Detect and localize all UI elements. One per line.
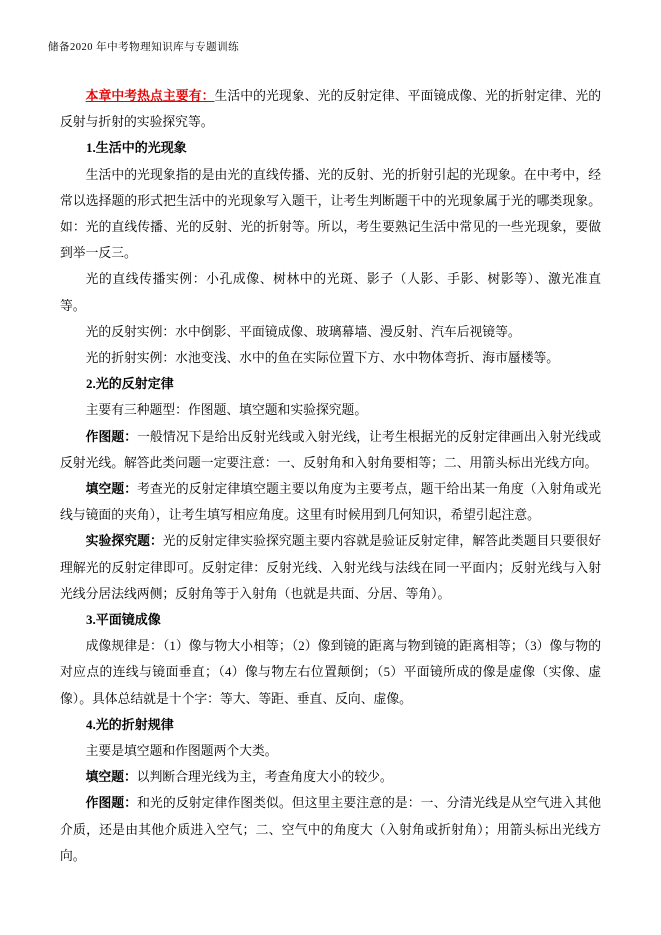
section4-fill-blank-question-text: 以判断合理光线为主，考查角度大小的较少。 (136, 770, 393, 785)
section3-heading: 3.平面镜成像 (86, 612, 161, 628)
section2-fill-blank-question (60, 476, 601, 528)
section1-example-reflection: 光的反射实例：水中倒影、平面镜成像、玻璃幕墙、漫反射、汽车后视镜等。 (85, 324, 521, 339)
section2-intro: 主要有三种题型：作图题、填空题和实验探究题。 (85, 403, 368, 418)
section2-drawing-question (60, 424, 601, 476)
section1-heading: 1.生活中的光现象 (86, 140, 187, 156)
section2-experiment-question-label: 实验探究题： (85, 534, 163, 549)
section2-fill-blank-question-label: 填空题： (85, 482, 138, 497)
section2-experiment-question (60, 528, 601, 607)
section2-drawing-question-text: 一般情况下是给出反射光线或入射光线，让考生根据光的反射定律画出入射光线或反射光线。解答此类问题一定要注意：一、反射角和入射角要相等；二、用箭头标出光线方向。 (60, 429, 602, 470)
section1-example-refraction: 光的折射实例：水池变浅、水中的鱼在实际位置下方、水中物体弯折、海市蜃楼等。 (85, 351, 560, 366)
section4-fill-blank-question-label: 填空题： (85, 770, 137, 785)
section2-heading: 2.光的反射定律 (86, 376, 174, 392)
intro-paragraph (60, 83, 601, 135)
section4-drawing-question (60, 790, 601, 869)
intro-hotspots-label: 本章中考热点主要有： (85, 89, 215, 103)
section3-paragraph: 成像规律是：（1）像与物大小相等；（2）像到镜的距离与物到镜的距离相等；（3）像与物的对应点的连线与镜面垂直；（4）像与物左右位置颠倒；（5）平面镜所成的像是虚像（实像、虚像）。具体总结就是十个字：等大、等距、垂直、反向、虚像。 (60, 639, 601, 706)
page-header-title: 储备2020 年中考物理知识库与专题训练 (48, 42, 240, 53)
section4-heading: 4.光的折射规律 (86, 716, 174, 732)
intro-hotspots-text: 生活中的光现象、光的反射定律、平面镜成像、光的折射定律、光的反射与折射的实验探究等。 (60, 89, 602, 130)
section4-drawing-question-text: 和光的反射定律作图类似。但这里主要注意的是：一、分清光线是从空气进入其他介质，还是由其他介质进入空气；二、空气中的角度大（入射角或折射角）；用箭头标出光线方向。 (60, 796, 602, 863)
section1-example-straight-propagation: 光的直线传播实例：小孔成像、树林中的光斑、影子（人影、手影、树影等）、激光准直等。 (60, 272, 601, 313)
section1-paragraph: 生活中的光现象指的是由光的直线传播、光的反射、光的折射引起的光现象。在中考中，经常以选择题的形式把生活中的光现象写入题干，让考生判断题干中的光现象属于光的哪类现象。如：光的直线传播、光的反射、光的折射等。所以，考生要熟记生活中常见的一些光现象，要做到举一反三。 (60, 167, 601, 261)
section2-fill-blank-question-text: 考查光的反射定律填空题主要以角度为主要考点，题干给出某一角度（入射角或光线与镜面的夹角），让考生填写相应角度。这里有时候用到几何知识，希望引起注意。 (60, 482, 602, 523)
section2-experiment-question-text: 光的反射定律实验探究题主要内容就是验证反射定律，解答此类题目只要很好理解光的反射定律即可。反射定律：反射光线、入射光线与法线在同一平面内；反射光线与入射光线分居法线两侧；反射角等于入射角（也就是共面、分居、等角）。 (60, 534, 602, 601)
section4-intro: 主要是填空题和作图题两个大类。 (85, 744, 278, 759)
section4-drawing-question-label: 作图题： (85, 796, 138, 811)
section2-drawing-question-label: 作图题： (85, 429, 138, 444)
section4-fill-blank-question (60, 764, 601, 790)
document-body (60, 83, 601, 869)
